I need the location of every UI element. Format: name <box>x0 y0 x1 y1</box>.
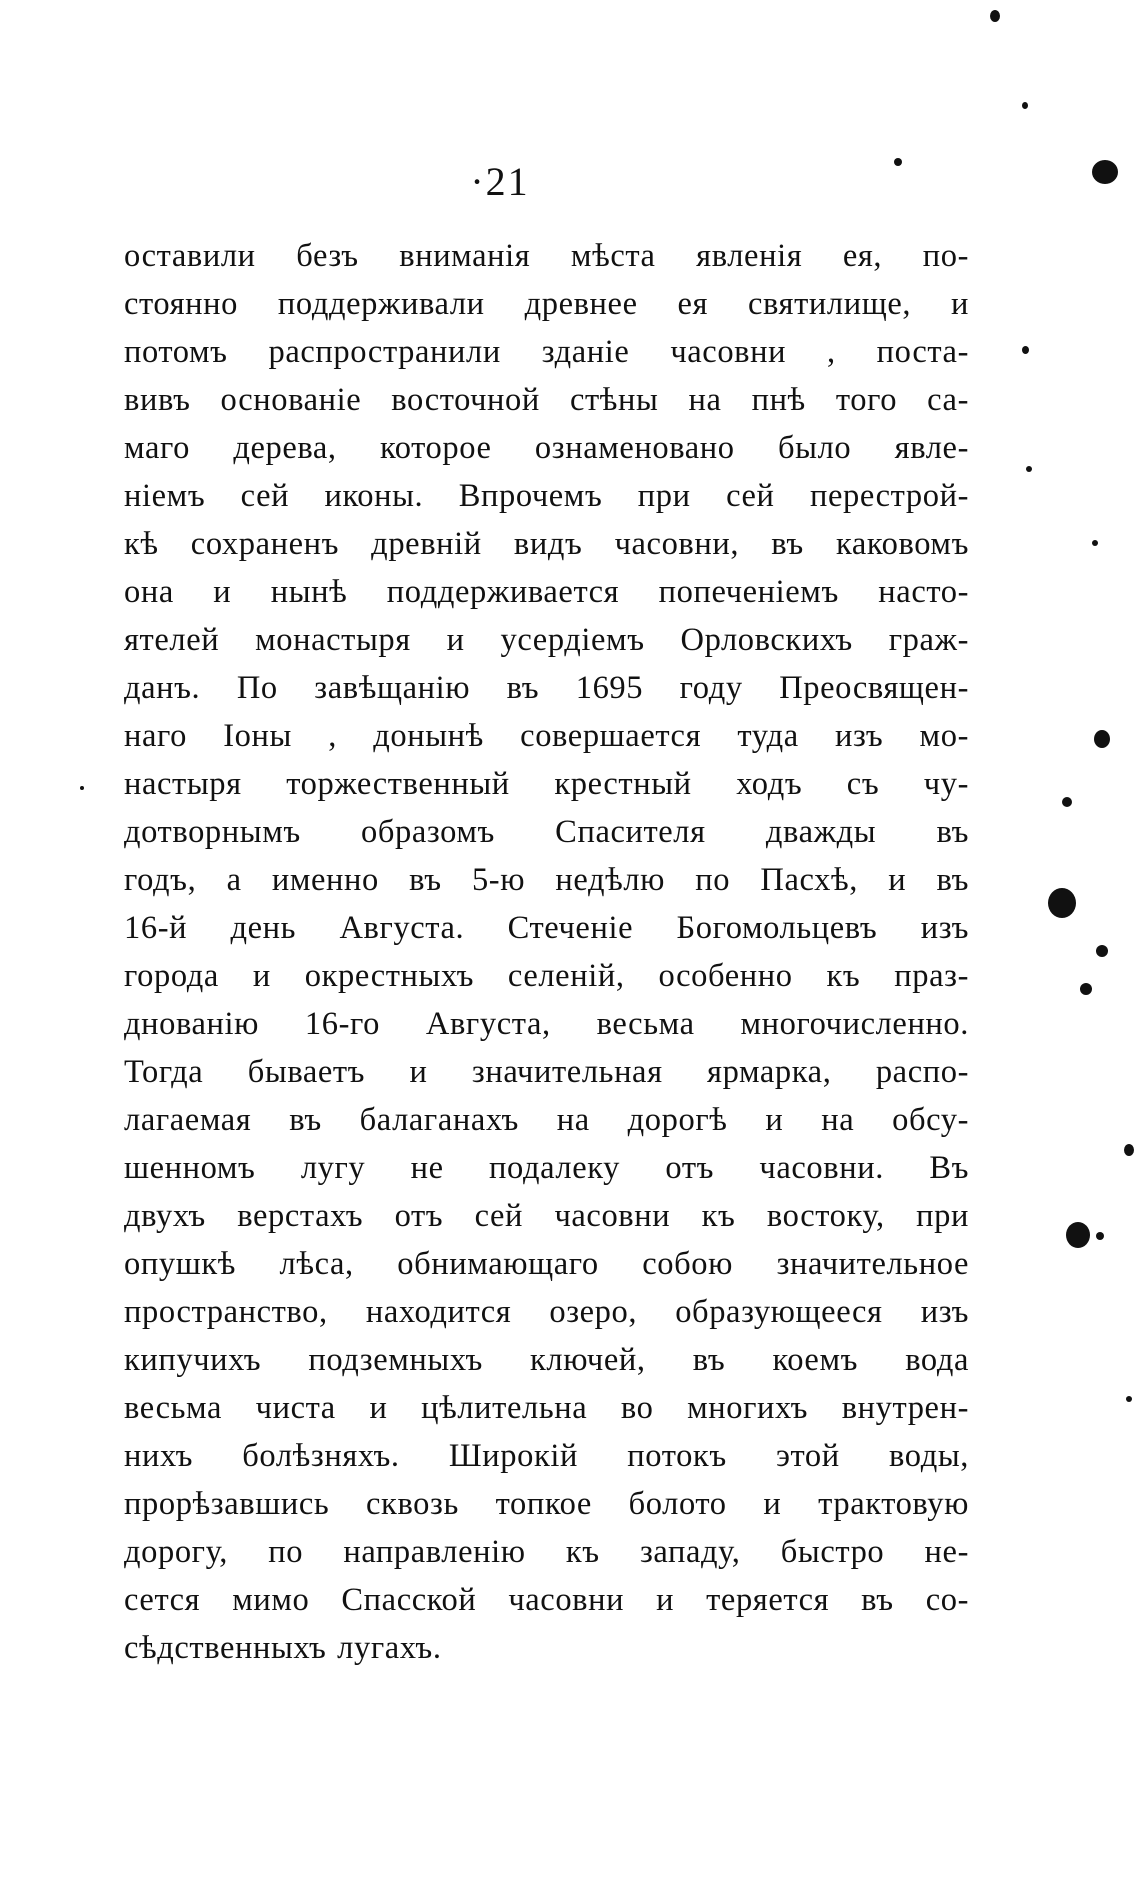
text-line: шенномъ лугу не подалеку отъ часовни. Въ <box>124 1150 969 1186</box>
text-line-last: сѣдственныхъ лугахъ. <box>124 1630 442 1666</box>
text-line: ніемъ сей иконы. Впрочемъ при сей перестрой- <box>124 478 969 514</box>
scan-speck <box>1026 466 1032 472</box>
scan-speck <box>1094 730 1110 748</box>
text-line: пространство, находится озеро, образующееся изъ <box>124 1294 969 1330</box>
text-line: стоянно поддерживали древнее ея святилище, и <box>124 286 969 322</box>
text-line: города и окрестныхъ селеній, особенно къ праз- <box>124 958 969 994</box>
scan-speck <box>1126 1396 1132 1402</box>
body-text <box>124 232 969 1672</box>
text-line: маго дерева, которое ознаменовано было явле- <box>124 430 969 466</box>
scan-speck <box>1062 797 1072 807</box>
text-line: днованію 16-го Августа, весьма многочисленно. <box>124 1006 969 1042</box>
text-line: кѣ сохраненъ древній видъ часовни, въ каковомъ <box>124 526 969 562</box>
scan-speck <box>1092 540 1098 546</box>
scan-speck <box>1048 888 1076 918</box>
scan-speck <box>80 786 84 790</box>
scan-speck <box>1022 102 1028 109</box>
scan-speck <box>1096 945 1108 957</box>
scan-speck <box>1092 160 1118 184</box>
scan-speck <box>1066 1222 1090 1248</box>
text-line: настыря торжественный крестный ходъ съ чу- <box>124 766 969 802</box>
scan-speck <box>990 10 1000 22</box>
text-line: опушкѣ лѣса, обнимающаго собою значительное <box>124 1246 969 1282</box>
text-line: данъ. По завѣщанію въ 1695 году Преосвящен- <box>124 670 969 706</box>
text-line: Тогда бываетъ и значительная ярмарка, распо- <box>124 1054 969 1090</box>
text-line: весьма чиста и цѣлительна во многихъ внутрен- <box>124 1390 969 1426</box>
scan-speck <box>894 158 902 166</box>
text-line: 16-й день Августа. Стеченіе Богомольцевъ изъ <box>124 910 969 946</box>
scan-speck <box>1096 1232 1104 1240</box>
text-line: наго Іоны , донынѣ совершается туда изъ мо- <box>124 718 969 754</box>
page-number: ·21 <box>470 159 530 204</box>
text-line: сется мимо Спасской часовни и теряется въ со- <box>124 1582 969 1618</box>
text-line: вивъ основаніе восточной стѣны на пнѣ того са- <box>124 382 969 418</box>
text-line: ятелей монастыря и усердіемъ Орловскихъ граж- <box>124 622 969 658</box>
text-line: прорѣзавшись сквозь топкое болото и трактовую <box>124 1486 969 1522</box>
text-line: дотворнымъ образомъ Спасителя дважды въ <box>124 814 969 850</box>
scan-speck <box>1022 346 1029 354</box>
text-line: кипучихъ подземныхъ ключей, въ коемъ вода <box>124 1342 969 1378</box>
text-line: оставили безъ вниманія мѣста явленія ея, по- <box>124 238 969 274</box>
text-line: она и нынѣ поддерживается попеченіемъ насто- <box>124 574 969 610</box>
text-line: годъ, а именно въ 5-ю недѣлю по Пасхѣ, и въ <box>124 862 969 898</box>
scan-speck <box>1080 983 1092 995</box>
text-line: потомъ распространили зданіе часовни , поста- <box>124 334 969 370</box>
text-line: дорогу, по направленію къ западу, быстро не- <box>124 1534 969 1570</box>
text-line: лагаемая въ балаганахъ на дорогѣ и на обсу- <box>124 1102 969 1138</box>
scan-speck <box>1124 1144 1134 1156</box>
text-line: нихъ болѣзняхъ. Широкій потокъ этой воды, <box>124 1438 969 1474</box>
text-line: двухъ верстахъ отъ сей часовни къ востоку, при <box>124 1198 969 1234</box>
